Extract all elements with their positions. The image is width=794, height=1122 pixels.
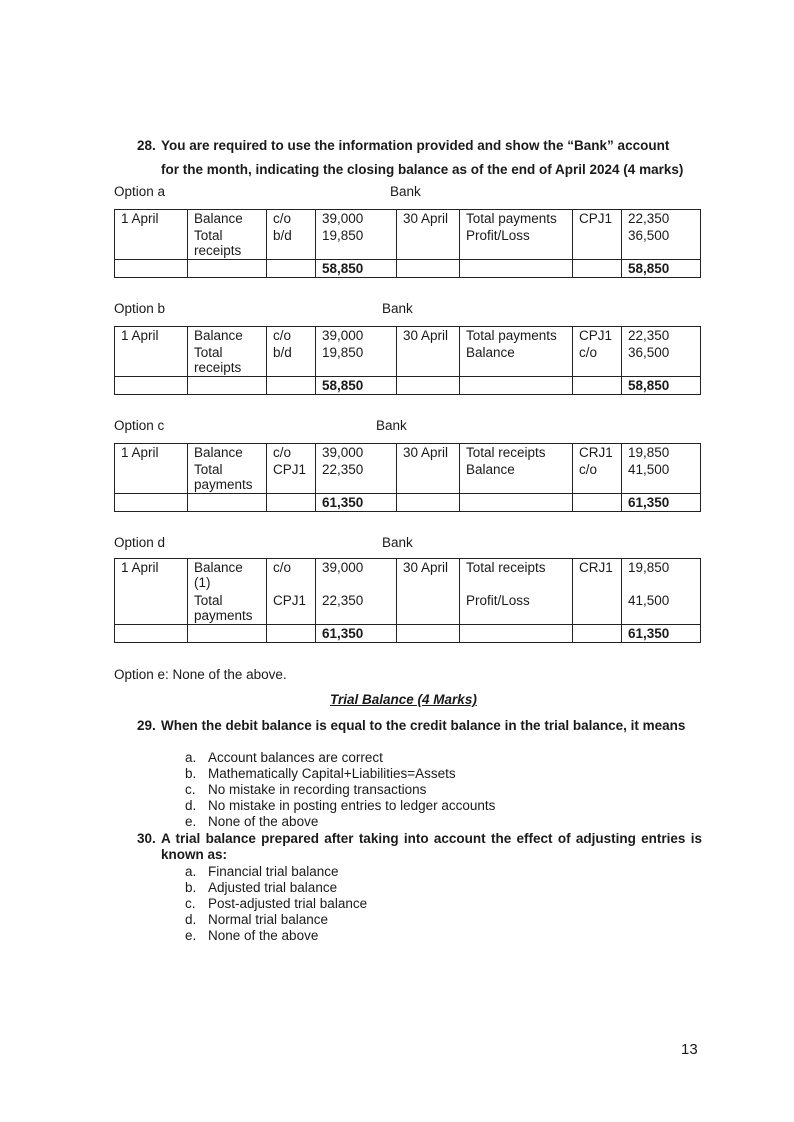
ledger-cell-date-cr: 30 April (397, 210, 460, 228)
choice-text: None of the above (208, 814, 319, 829)
question-28-line-2: for the month, indicating the closing balance as of the end of April 2024 (4 marks) (161, 162, 684, 177)
ledger-table-option-b (114, 326, 701, 395)
question-28-line-1: 28. You are required to use the information provided and show the “Bank” account (137, 134, 707, 158)
ledger-cell-amount-dr: 39,000 (316, 444, 397, 462)
choice-letter: c. (185, 782, 196, 797)
choice-text: Normal trial balance (208, 912, 329, 927)
ledger-total-cell (267, 625, 316, 643)
option-label: Option c (114, 418, 165, 433)
answer-choice (185, 912, 367, 928)
option-a-header (114, 184, 700, 202)
ledger-total-cell (397, 260, 460, 278)
answer-choice (185, 896, 367, 912)
ledger-cell-particulars-dr: Total payments (188, 592, 267, 625)
ledger-total-cell (115, 625, 188, 643)
ledger-total-cell: 58,850 (316, 377, 397, 395)
choice-text: None of the above (208, 928, 319, 943)
answer-choice (185, 814, 495, 830)
ledger-cell-amount-dr: 19,850 (316, 344, 397, 377)
ledger-cell-date-cr: 30 April (397, 327, 460, 345)
ledger-cell-folio-dr: c/o (267, 444, 316, 462)
question-30-choices (185, 864, 367, 944)
ledger-cell-folio-cr (573, 592, 622, 625)
ledger-total-cell (460, 260, 573, 278)
ledger-cell-folio-dr: CPJ1 (267, 592, 316, 625)
ledger-cell-date-cr (397, 592, 460, 625)
ledger-table-option-a (114, 209, 701, 278)
question-29 (137, 718, 702, 734)
ledger-cell-amount-dr: 22,350 (316, 592, 397, 625)
ledger-cell-date-dr (115, 592, 188, 625)
option-label: Option b (114, 301, 166, 316)
question-number: 28. (137, 138, 156, 153)
ledger-cell-date-dr: 1 April (115, 327, 188, 345)
ledger-cell-date-dr (115, 461, 188, 494)
ledger-total-cell (573, 377, 622, 395)
ledger-total-cell (115, 494, 188, 512)
trial-balance-heading: Trial Balance (4 Marks) (330, 692, 477, 707)
ledger-cell-particulars-dr: Total receipts (188, 344, 267, 377)
ledger-total-cell (188, 377, 267, 395)
ledger-cell-particulars-cr: Profit/Loss (460, 592, 573, 625)
ledger-cell-folio-cr: c/o (573, 344, 622, 377)
question-28 (137, 134, 707, 182)
ledger-cell-amount-cr: 36,500 (622, 227, 701, 260)
option-label: Option a (114, 184, 166, 199)
ledger-cell-particulars-dr: Balance (188, 444, 267, 462)
choice-letter: a. (185, 864, 197, 879)
ledger-total-cell (188, 260, 267, 278)
ledger-total-cell (115, 377, 188, 395)
ledger-cell-date-dr: 1 April (115, 559, 188, 592)
choice-letter: e. (185, 928, 197, 943)
ledger-total-cell (397, 494, 460, 512)
choice-text: No mistake in posting entries to ledger accounts (208, 798, 496, 813)
ledger-total-cell: 58,850 (316, 260, 397, 278)
ledger-cell-folio-cr: CRJ1 (573, 559, 622, 592)
ledger-cell-date-cr (397, 461, 460, 494)
ledger-cell-amount-dr: 39,000 (316, 327, 397, 345)
ledger-cell-date-dr (115, 227, 188, 260)
ledger-cell-particulars-cr: Total payments (460, 327, 573, 345)
ledger-total-cell (460, 625, 573, 643)
ledger-cell-folio-dr: b/d (267, 344, 316, 377)
ledger-cell-amount-cr: 22,350 (622, 327, 701, 345)
answer-choice (185, 864, 367, 880)
choice-text: No mistake in recording transactions (208, 782, 427, 797)
ledger-cell-date-cr: 30 April (397, 559, 460, 592)
option-c-header (114, 418, 700, 436)
ledger-cell-folio-dr: b/d (267, 227, 316, 260)
ledger-cell-date-dr: 1 April (115, 444, 188, 462)
ledger-cell-amount-dr: 19,850 (316, 227, 397, 260)
option-d-header (114, 535, 700, 553)
answer-choice (185, 782, 495, 798)
ledger-total-cell (573, 260, 622, 278)
choice-letter: d. (185, 912, 197, 927)
choice-text: Financial trial balance (208, 864, 339, 879)
ledger-total-cell: 61,350 (316, 625, 397, 643)
ledger-total-cell (573, 625, 622, 643)
question-text: When the debit balance is equal to the credit balance in the trial balance, it means (161, 718, 686, 733)
ledger-total-cell (188, 494, 267, 512)
ledger-row (115, 461, 701, 494)
ledger-row (115, 210, 701, 228)
ledger-row (115, 559, 701, 592)
ledger-total-cell (267, 494, 316, 512)
ledger-table-option-c (114, 443, 701, 512)
ledger-cell-particulars-cr: Profit/Loss (460, 227, 573, 260)
ledger-cell-folio-cr: CRJ1 (573, 444, 622, 462)
ledger-cell-particulars-cr: Total receipts (460, 444, 573, 462)
ledger-row (115, 227, 701, 260)
ledger-total-cell (460, 377, 573, 395)
ledger-cell-amount-dr: 39,000 (316, 559, 397, 592)
question-30 (137, 831, 702, 863)
answer-choice (185, 928, 367, 944)
ledger-cell-date-cr: 30 April (397, 444, 460, 462)
choice-text: Post-adjusted trial balance (208, 896, 368, 911)
account-title: Bank (390, 184, 421, 199)
choice-letter: a. (185, 750, 197, 765)
ledger-cell-amount-cr: 41,500 (622, 461, 701, 494)
ledger-total-cell (573, 494, 622, 512)
ledger-total-cell (188, 625, 267, 643)
ledger-cell-particulars-cr: Balance (460, 461, 573, 494)
answer-choice (185, 750, 495, 766)
choice-text: Mathematically Capital+Liabilities=Assets (208, 766, 456, 781)
ledger-total-cell (115, 260, 188, 278)
ledger-total-row (115, 377, 701, 395)
ledger-cell-particulars-cr: Total payments (460, 210, 573, 228)
account-title: Bank (376, 418, 407, 433)
ledger-cell-particulars-dr: Balance (188, 210, 267, 228)
ledger-total-cell: 61,350 (622, 625, 701, 643)
ledger-row (115, 592, 701, 625)
ledger-cell-folio-cr: CPJ1 (573, 327, 622, 345)
ledger-total-row (115, 260, 701, 278)
question-text: A trial balance prepared after taking into account the effect of adjusting entries is known as: (161, 831, 702, 862)
ledger-cell-folio-dr: c/o (267, 559, 316, 592)
ledger-total-cell (460, 494, 573, 512)
question-29-choices (185, 750, 495, 830)
ledger-row (115, 327, 701, 345)
ledger-cell-amount-cr: 41,500 (622, 592, 701, 625)
ledger-cell-date-dr (115, 344, 188, 377)
ledger-cell-amount-dr: 22,350 (316, 461, 397, 494)
ledger-table-option-d (114, 558, 701, 643)
ledger-cell-particulars-dr: Balance (1) (188, 559, 267, 592)
choice-letter: b. (185, 766, 197, 781)
option-e: Option e: None of the above. (114, 667, 287, 682)
question-number: 30. (137, 831, 156, 846)
ledger-cell-amount-cr: 19,850 (622, 444, 701, 462)
ledger-total-row (115, 625, 701, 643)
account-title: Bank (382, 535, 413, 550)
ledger-cell-date-cr (397, 227, 460, 260)
ledger-cell-folio-cr: c/o (573, 461, 622, 494)
ledger-total-cell (397, 625, 460, 643)
option-label: Option d (114, 535, 166, 550)
ledger-row (115, 444, 701, 462)
ledger-cell-particulars-dr: Total receipts (188, 227, 267, 260)
option-b-header (114, 301, 700, 319)
ledger-cell-particulars-cr: Total receipts (460, 559, 573, 592)
ledger-cell-particulars-dr: Balance (188, 327, 267, 345)
ledger-cell-amount-cr: 19,850 (622, 559, 701, 592)
choice-letter: c. (185, 896, 196, 911)
choice-letter: e. (185, 814, 197, 829)
page-number: 13 (681, 1041, 698, 1058)
ledger-total-cell (267, 260, 316, 278)
ledger-cell-folio-dr: CPJ1 (267, 461, 316, 494)
ledger-total-cell: 61,350 (316, 494, 397, 512)
ledger-cell-amount-cr: 22,350 (622, 210, 701, 228)
ledger-total-cell: 61,350 (622, 494, 701, 512)
choice-text: Adjusted trial balance (208, 880, 338, 895)
choice-text: Account balances are correct (208, 750, 383, 765)
ledger-cell-particulars-cr: Balance (460, 344, 573, 377)
choice-letter: d. (185, 798, 197, 813)
ledger-cell-date-cr (397, 344, 460, 377)
ledger-total-cell: 58,850 (622, 260, 701, 278)
ledger-total-cell: 58,850 (622, 377, 701, 395)
ledger-cell-folio-cr (573, 227, 622, 260)
answer-choice (185, 766, 495, 782)
ledger-total-cell (397, 377, 460, 395)
ledger-total-cell (267, 377, 316, 395)
answer-choice (185, 798, 495, 814)
account-title: Bank (382, 301, 413, 316)
ledger-total-row (115, 494, 701, 512)
ledger-cell-folio-dr: c/o (267, 210, 316, 228)
answer-choice (185, 880, 367, 896)
ledger-cell-amount-dr: 39,000 (316, 210, 397, 228)
choice-letter: b. (185, 880, 197, 895)
ledger-row (115, 344, 701, 377)
ledger-cell-date-dr: 1 April (115, 210, 188, 228)
ledger-cell-particulars-dr: Total payments (188, 461, 267, 494)
question-number: 29. (137, 718, 156, 733)
ledger-cell-folio-dr: c/o (267, 327, 316, 345)
ledger-cell-amount-cr: 36,500 (622, 344, 701, 377)
ledger-cell-folio-cr: CPJ1 (573, 210, 622, 228)
